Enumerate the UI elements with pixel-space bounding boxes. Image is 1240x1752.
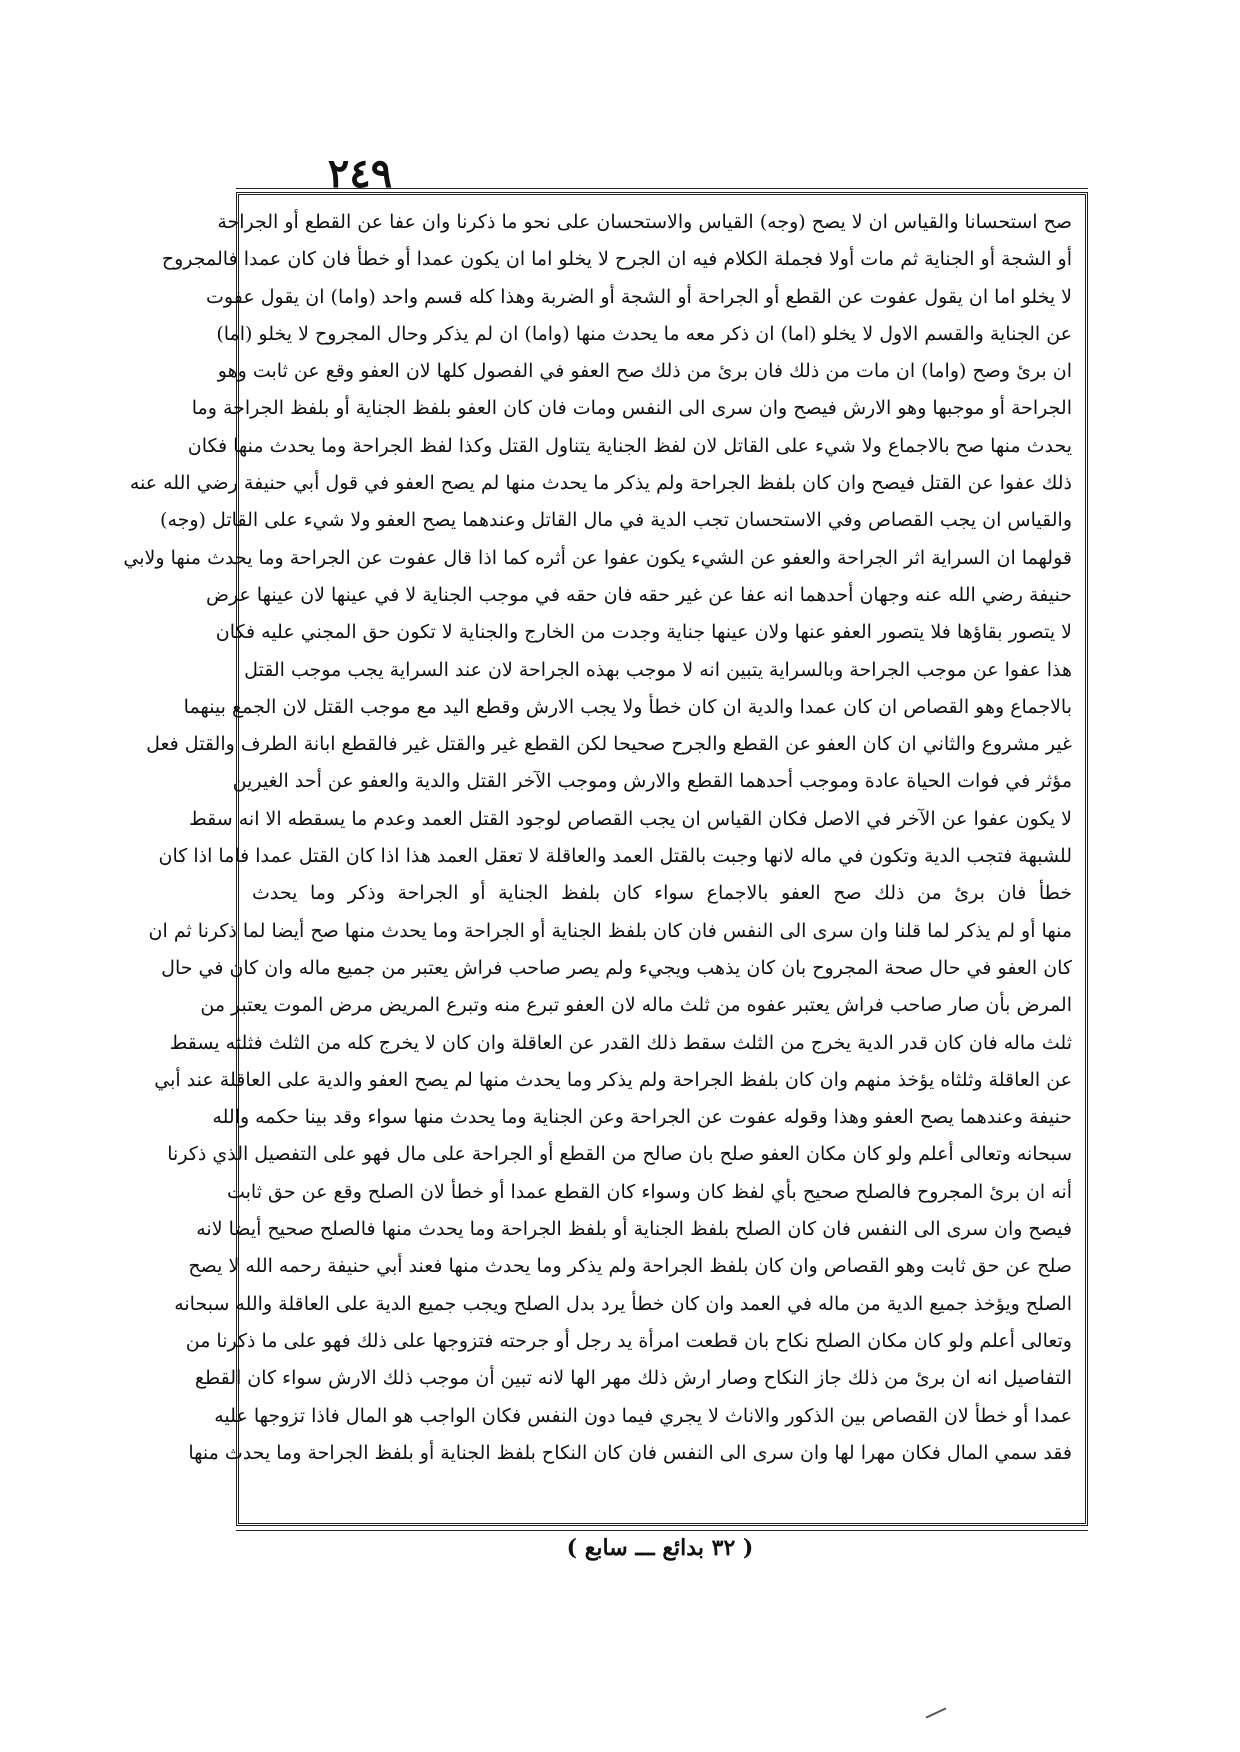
text-line: لا يكون عفوا عن الآخر في الاصل فكان القياس ان يجب القصاص لوجود القتل العمد وعدم ما يسقطه الا انه سقط [189, 807, 1072, 830]
text-line: ان برئ وصح (واما) ان مات من ذلك فان برئ من ذلك صح العفو في الفصول كلها لان العفو وقع عن ثابت وهو [217, 360, 1072, 383]
text-line: التفاصيل انه ان برئ من ذلك جاز النكاح وصار ارش ذلك مهر الها لانه تبين أن موجب ذلك الارش سواء كان القطع [194, 1367, 1072, 1390]
text-line: هذا عفوا عن موجب الجراحة وبالسراية يتبين انه لا موجب بهذه الجراحة لان عند السراية يجب موجب القتل [244, 658, 1072, 681]
text-line: لا يتصور بقاؤها فلا يتصور العفو عنها ولان عينها جناية وجدت من الخارج والجناية لا تكون حق المجني عليه فكان [215, 621, 1072, 644]
stray-mark [926, 1707, 947, 1718]
text-block [123, 204, 1072, 1514]
text-line: بالاجماع وهو القصاص ان كان عمدا والدية ان كان خطأ ولا يجب الارش وقطع اليد مع موجب القتل لان الجمع بينهما [183, 695, 1072, 718]
text-line: والقياس ان يجب القصاص وفي الاستحسان تجب الدية في مال القاتل وعندهما يصح العفو ولا شيء على القاتل (وجه) [160, 509, 1072, 532]
text-line: أو الشجة أو الجناية ثم مات أولا فجملة الكلام فيه ان الجرح لا يخلو اما ان يكون عمدا أو خطأ فان كان عمدا فالمجروح [161, 248, 1072, 271]
text-line: حنيفة رضي الله عنه وجهان أحدهما انه عفا عن غير حقه فان حقه في موجب الجناية لا في عينها لان عينها عرض [205, 583, 1072, 606]
text-line: غير مشروع والثاني ان كان العفو عن القطع والجرح صحيحا لكن القطع غير والقتل غير فالقطع ابانة الطرف والقتل فعل [146, 733, 1072, 756]
text-line: فقد سمي المال فكان مهرا لها وان سرى الى النفس فان كان النكاح بلفظ الجناية أو بلفظ الجراحة وما يحدث منها [188, 1441, 1072, 1464]
text-line: خطأ فان برئ من ذلك صح العفو بالاجماع سواء كان بلفظ الجناية أو الجراحة وذكر وما يحدث [252, 882, 1072, 905]
text-line: وتعالى أعلم ولو كان مكان الصلح نكاح بان قطعت امرأة يد رجل أو جرحته فتزوجها على ذلك فهو على ما ذكرنا من [185, 1329, 1072, 1352]
frame-top-rule [236, 188, 1088, 189]
text-line: صلح عن حق ثابت وهو القصاص وان كان بلفظ الجراحة ولم يذكر وما يحدث منها فعند أبي حنيفة رحمه الله لا يصح [188, 1255, 1072, 1278]
text-line: لا يخلو اما ان يقول عفوت عن القطع أو الجراحة أو الشجة أو الضربة وهذا كله قسم واحد (واما) ان يقول عفوت [206, 285, 1072, 308]
text-line: كان العفو في حال صحة المجروح بان كان يذهب ويجيء ولم يصر صاحب فراش يعتبر من جميع ماله وان كان في حال [161, 956, 1072, 979]
page-number: ٢٤٩ [327, 150, 393, 197]
text-line: منها أو لم يذكر لما قلنا وان سرى الى النفس فان كان بلفظ الجناية أو الجراحة وما يحدث منها صح أيضا لما ذكرنا ثم ان [148, 919, 1072, 942]
text-line: صح استحسانا والقياس ان لا يصح (وجه) القياس والاستحسان على نحو ما ذكرنا وان عفا عن القطع أو الجراحة [217, 211, 1072, 233]
text-line: مؤثر في فوات الحياة عادة وموجب أحدهما القطع والارش وموجب الآخر القتل والدية والعفو عن أحد الغيرين [232, 770, 1072, 793]
text-line: سبحانه وتعالى أعلم ولو كان مكان العفو صلح بان صالح من القطع أو الجراحة على مال فهو على التفصيل الذي ذكرنا [167, 1143, 1072, 1166]
printer-signature: ( ٣٢ بدائع ـــ سابع ) [566, 1535, 754, 1561]
text-line: فيصح وان سرى الى النفس فان كان الصلح بلفظ الجناية أو بلفظ الجراحة وما يحدث منها فالصلح صحيح أيضا لانه [196, 1218, 1072, 1241]
text-line: الجراحة أو موجبها وهو الارش فيصح وان سرى الى النفس ومات فان كان العفو بلفظ الجناية أو بلفظ الجراحة وما [191, 397, 1072, 420]
text-line: ثلث ماله فان كان قدر الدية يخرج من الثلث سقط ذلك القدر عن العاقلة وان كان لا يخرج كله من الثلث فثلثه يسقط [169, 1031, 1072, 1054]
text-line: عن الجناية والقسم الاول لا يخلو (اما) ان ذكر معه ما يحدث منها (واما) ان لم يذكر وحال المجروح لا يخلو (اما) [216, 322, 1072, 345]
text-line: للشبهة فتجب الدية وتكون في ماله لانها وجبت بالقتل العمد والعاقلة لا تعقل العمد هذا اذا كان القتل عمدا فاما اذا كان [158, 845, 1072, 868]
text-line: عن العاقلة وثلثاه يؤخذ منهم وان كان بلفظ الجراحة ولم يذكر وما يحدث منها لم يصح العفو والدية على العاقلة عند أبي [154, 1068, 1072, 1091]
text-line: المرض بأن صار صاحب فراش يعتبر عفوه من ثلث ماله لان العفو تبرع منه وتبرع المريض مرض الموت يعتبر من [200, 994, 1072, 1017]
text-line: حنيفة وعندهما يصح العفو وهذا وقوله عفوت عن الجراحة وعن الجناية وما يحدث منها سواء وقد بينا حكمه والله [212, 1106, 1072, 1129]
text-line: أنه ان برئ المجروح فالصلح صحيح بأي لفظ كان وسواء كان القطع عمدا أو خطأ لان الصلح وقع عن حق ثابت [226, 1180, 1072, 1203]
text-line: عمدا أو خطأ لان القصاص بين الذكور والاناث لا يجري فيما دون النفس فكان الواجب هو المال فاذا تزوجها عليه [214, 1404, 1072, 1427]
text-line: يحدث منها صح بالاجماع ولا شيء على القاتل لان لفظ الجناية يتناول القتل وكذا لفظ الجراحة وما يحدث منها فكان [187, 434, 1072, 457]
text-line: الصلح ويؤخذ جميع الدية من ماله في العمد وان كان خطأ يرد بدل الصلح ويجب جميع الدية على العاقلة والله سبحانه [174, 1292, 1072, 1315]
text-line: قولهما ان السراية اثر الجراحة والعفو عن الشيء يكون عفوا عن أثره كما اذا قال عفوت عن الجراحة وما يحدث منها ولابي [123, 546, 1072, 569]
frame-bottom-rule [236, 1530, 1088, 1531]
text-line: ذلك عفوا عن القتل فيصح وان كان بلفظ الجراحة ولم يذكر ما يحدث منها لم يصح العفو في قول أبي حنيفة رضي الله عنه [129, 472, 1072, 495]
